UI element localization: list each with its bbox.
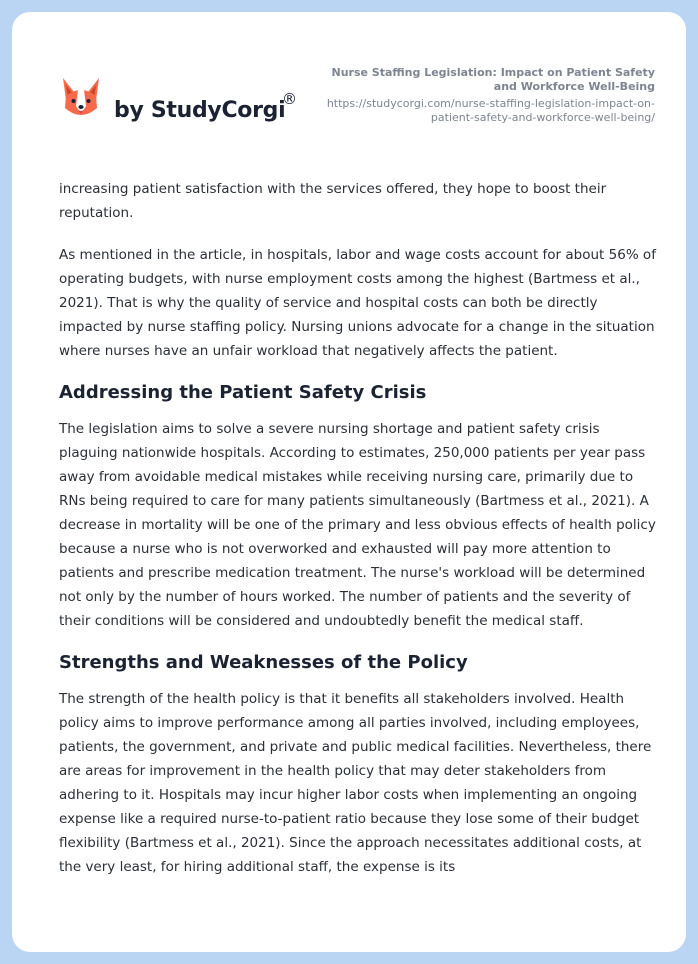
- article-body: [59, 177, 659, 897]
- paragraph: The strength of the health policy is that it benefits all stakeholders involved. Health policy aims to improve performance among all parties involved, including employees, patients, the government, and private and public medical facilities. Nevertheless, there are areas for improvement in the health policy that may deter stakeholders from adhering to it. Hospitals may incur higher labor costs when implementing an ongoing expense like a required nurse-to-patient ratio because they lose some of their budget flexibility (Bartmess et al., 2021). Since the approach necessitates additional costs, at the very least, for hiring additional staff, the expense is its: [59, 691, 652, 875]
- paragraph: increasing patient satisfaction with the services offered, they hope to boost their reputation.: [59, 181, 607, 221]
- brand-name: by StudyCorgi: [114, 98, 286, 123]
- registered-mark: ®: [282, 90, 297, 108]
- section-heading: Addressing the Patient Safety Crisis: [59, 382, 427, 403]
- source-title: Nurse Staffing Legislation: Impact on Patient Safety and Workforce Well-Being: [331, 66, 655, 93]
- source-url[interactable]: https://studycorgi.com/nurse-staffing-legislation-impact-on-patient-safety-and-workforce-well-being/: [326, 97, 655, 124]
- page-header: [12, 12, 686, 162]
- paragraph: As mentioned in the article, in hospitals, labor and wage costs account for about 56% of operating budgets, with nurse employment costs among the highest (Bartmess et al., 2021). That is why the quality of service and hospital costs can both be directly impacted by nurse staffing policy. Nursing unions advocate for a change in the situation where nurses have an unfair workload that negatively affects the patient.: [59, 247, 656, 359]
- section-heading: Strengths and Weaknesses of the Policy: [59, 652, 468, 673]
- studycorgi-logo[interactable]: [60, 76, 310, 136]
- corgi-logo-icon: [60, 76, 102, 122]
- paragraph: The legislation aims to solve a severe nursing shortage and patient safety crisis plaguing nationwide hospitals. According to estimates, 250,000 patients per year pass away from avoidable medical mistakes while receiving nursing care, primarily due to RNs being required to care for many patients simultaneously (Bartmess et al., 2021). A decrease in mortality will be one of the primary and less obvious effects of health policy because a nurse who is not overworked and exhausted will pay more attention to patients and prescribe medication treatment. The nurse's workload will be determined not only by the number of hours worked. The number of patients and the severity of their conditions will be considered and undoubtedly benefit the medical staff.: [59, 421, 656, 629]
- page-card: [12, 12, 686, 952]
